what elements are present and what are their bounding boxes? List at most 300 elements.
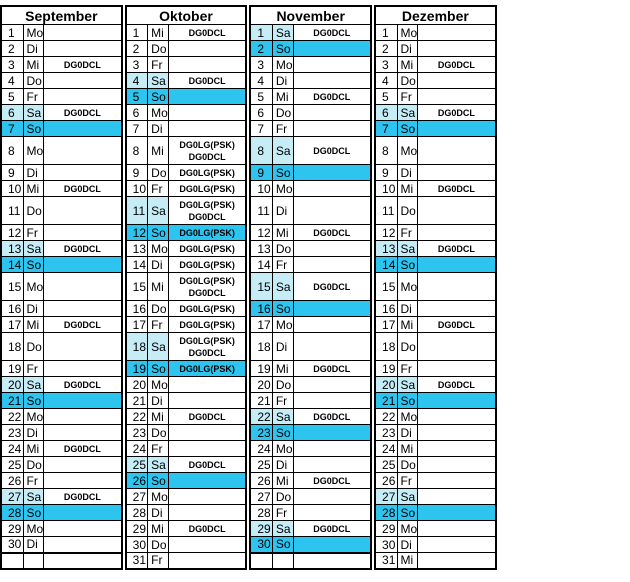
event-note [44, 425, 122, 441]
event-note [293, 333, 371, 361]
weekday: Do [397, 197, 418, 225]
day-number: 15 [375, 273, 397, 301]
weekday: Do [272, 377, 293, 393]
event-note: DG0DCL [44, 181, 122, 197]
event-note: DG0DCL [44, 317, 122, 333]
event-note: DG0DCL [293, 25, 371, 41]
event-note [418, 333, 496, 361]
event-note: DG0LG(PSK) [168, 165, 246, 181]
weekday: Sa [397, 241, 418, 257]
event-note: DG0LG(PSK) [168, 181, 246, 197]
calendar-row [1, 57, 496, 73]
weekday: Do [397, 73, 418, 89]
weekday: Mi [23, 181, 44, 197]
event-note [293, 181, 371, 197]
weekday: Mo [272, 317, 293, 333]
weekday: Fr [148, 57, 169, 73]
day-number: 15 [1, 273, 23, 301]
event-note [293, 317, 371, 333]
day-number: 9 [375, 165, 397, 181]
event-note [418, 273, 496, 301]
event-note [44, 473, 122, 489]
weekday: Mo [397, 409, 418, 425]
day-number: 5 [126, 89, 148, 105]
weekday: So [23, 121, 44, 137]
weekday: Do [397, 457, 418, 473]
weekday: Mo [397, 25, 418, 41]
weekday: Do [148, 301, 169, 317]
weekday: Mo [23, 409, 44, 425]
weekday: Di [397, 301, 418, 317]
day-number: 14 [1, 257, 23, 273]
day-number: 9 [250, 165, 272, 181]
event-note: DG0DCL [44, 241, 122, 257]
day-number: 6 [375, 105, 397, 121]
day-number: 8 [375, 137, 397, 165]
calendar-row [1, 41, 496, 57]
calendar-row [1, 317, 496, 333]
weekday: Fr [148, 181, 169, 197]
weekday: Mi [397, 317, 418, 333]
day-number: 8 [250, 137, 272, 165]
day-number: 4 [250, 73, 272, 89]
event-note [168, 489, 246, 505]
weekday: Sa [272, 521, 293, 537]
event-note [418, 73, 496, 89]
day-number: 16 [126, 301, 148, 317]
event-note [293, 165, 371, 181]
event-note [44, 197, 122, 225]
weekday: Mo [272, 441, 293, 457]
day-number: 20 [375, 377, 397, 393]
weekday: So [272, 425, 293, 441]
weekday: Di [23, 165, 44, 181]
day-number: 3 [126, 57, 148, 73]
day-number: 10 [375, 181, 397, 197]
day-number: 9 [1, 165, 23, 181]
weekday: Mi [272, 361, 293, 377]
event-note [293, 489, 371, 505]
event-note [418, 553, 496, 569]
day-number: 28 [250, 505, 272, 521]
event-note [293, 537, 371, 553]
event-note [168, 537, 246, 553]
event-note: DG0DCL [44, 105, 122, 121]
event-note [44, 521, 122, 537]
month-header-row [1, 6, 496, 25]
calendar-row [1, 393, 496, 409]
day-number: 12 [1, 225, 23, 241]
day-number: 31 [375, 553, 397, 569]
event-note [418, 121, 496, 137]
event-note: DG0DCL [418, 181, 496, 197]
event-note [168, 89, 246, 105]
day-number: 5 [250, 89, 272, 105]
weekday: So [397, 505, 418, 521]
event-note: DG0DCL [168, 521, 246, 537]
day-number: 4 [126, 73, 148, 89]
day-number: 14 [250, 257, 272, 273]
month-header: Oktober [126, 6, 247, 25]
calendar-row [1, 521, 496, 537]
event-note [293, 57, 371, 73]
weekday: Do [272, 489, 293, 505]
event-note [44, 257, 122, 273]
weekday: Mi [148, 137, 169, 165]
calendar-row [1, 137, 496, 165]
day-number: 16 [1, 301, 23, 317]
weekday: Di [148, 121, 169, 137]
event-note: DG0LG(PSK) [168, 301, 246, 317]
event-note [44, 225, 122, 241]
calendar-row [1, 537, 496, 553]
event-note [418, 225, 496, 241]
event-note: DG0DCL [293, 137, 371, 165]
day-number: 22 [1, 409, 23, 425]
day-number: 1 [1, 25, 23, 41]
weekday: Mo [23, 25, 44, 41]
event-note [168, 441, 246, 457]
weekday: Sa [397, 377, 418, 393]
weekday: Sa [397, 489, 418, 505]
day-number: 17 [250, 317, 272, 333]
event-note [418, 197, 496, 225]
event-note: DG0DCL [418, 105, 496, 121]
weekday: Fr [23, 225, 44, 241]
weekday: Do [272, 241, 293, 257]
day-number: 1 [126, 25, 148, 41]
weekday: Do [23, 73, 44, 89]
weekday: Fr [148, 553, 169, 569]
event-note [418, 257, 496, 273]
weekday: Mi [23, 57, 44, 73]
event-note [293, 441, 371, 457]
day-number: 3 [375, 57, 397, 73]
weekday: Mo [397, 137, 418, 165]
day-number: 20 [126, 377, 148, 393]
calendar-row [1, 361, 496, 377]
day-number: 29 [126, 521, 148, 537]
day-number: 16 [250, 301, 272, 317]
event-note [168, 41, 246, 57]
day-number: 7 [375, 121, 397, 137]
event-note [44, 505, 122, 521]
day-number: 28 [375, 505, 397, 521]
event-note [418, 521, 496, 537]
event-note [168, 57, 246, 73]
day-number: 6 [1, 105, 23, 121]
day-number: 25 [250, 457, 272, 473]
day-number: 27 [375, 489, 397, 505]
event-note: DG0DCL [44, 489, 122, 505]
event-note [44, 393, 122, 409]
weekday: So [272, 41, 293, 57]
day-number: 11 [250, 197, 272, 225]
event-note [418, 409, 496, 425]
weekday: Sa [272, 25, 293, 41]
day-number: 30 [126, 537, 148, 553]
month-header: November [250, 6, 371, 25]
weekday: Fr [397, 89, 418, 105]
day-number: 21 [1, 393, 23, 409]
weekday: So [23, 505, 44, 521]
weekday: Fr [397, 361, 418, 377]
weekday: Fr [272, 121, 293, 137]
weekday: Fr [272, 505, 293, 521]
event-note [293, 505, 371, 521]
event-note [293, 425, 371, 441]
weekday: Sa [148, 333, 169, 361]
day-number: 11 [375, 197, 397, 225]
weekday: Di [397, 537, 418, 553]
event-note: DG0DCL [418, 241, 496, 257]
day-number: 6 [126, 105, 148, 121]
event-note [418, 441, 496, 457]
day-number: 11 [126, 197, 148, 225]
day-number: 14 [375, 257, 397, 273]
event-note [44, 361, 122, 377]
day-number: 23 [126, 425, 148, 441]
weekday: Do [23, 333, 44, 361]
day-number: 27 [250, 489, 272, 505]
weekday: Sa [148, 73, 169, 89]
day-number: 12 [375, 225, 397, 241]
weekday: Mo [148, 241, 169, 257]
weekday: Do [148, 41, 169, 57]
day-number: 19 [126, 361, 148, 377]
day-number: 1 [375, 25, 397, 41]
calendar-row [1, 301, 496, 317]
day-number: 20 [1, 377, 23, 393]
event-note: DG0DCL [44, 57, 122, 73]
event-note [418, 489, 496, 505]
day-number: 25 [375, 457, 397, 473]
event-note [44, 537, 122, 553]
event-note [418, 361, 496, 377]
day-number: 17 [126, 317, 148, 333]
event-note: DG0LG(PSK) [168, 317, 246, 333]
calendar-row [1, 425, 496, 441]
weekday: Sa [23, 241, 44, 257]
day-number: 4 [375, 73, 397, 89]
weekday: Mi [397, 553, 418, 569]
day-number: 24 [250, 441, 272, 457]
day-number: 5 [375, 89, 397, 105]
weekday: Mo [148, 489, 169, 505]
event-note: DG0LG(PSK) [168, 257, 246, 273]
calendar-row [1, 505, 496, 521]
event-note [418, 537, 496, 553]
day-number: 1 [250, 25, 272, 41]
weekday: Mi [272, 473, 293, 489]
event-note [418, 457, 496, 473]
day-number: 2 [1, 41, 23, 57]
day-number: 22 [126, 409, 148, 425]
day-number: 27 [126, 489, 148, 505]
weekday: So [23, 257, 44, 273]
day-number: 3 [250, 57, 272, 73]
weekday: Sa [23, 105, 44, 121]
event-note: DG0DCL [44, 377, 122, 393]
event-note [293, 197, 371, 225]
weekday: Fr [23, 361, 44, 377]
weekday: Di [23, 301, 44, 317]
weekday: Di [272, 457, 293, 473]
event-note: DG0LG(PSK) DG0DCL [168, 137, 246, 165]
day-number: 29 [375, 521, 397, 537]
day-number: 24 [375, 441, 397, 457]
day-number: 19 [1, 361, 23, 377]
weekday: Fr [272, 257, 293, 273]
calendar-row [1, 225, 496, 241]
event-note [293, 41, 371, 57]
event-note [44, 301, 122, 317]
day-number: 15 [250, 273, 272, 301]
day-number: 22 [250, 409, 272, 425]
day-number: 18 [375, 333, 397, 361]
weekday: So [397, 257, 418, 273]
day-number: 13 [1, 241, 23, 257]
event-note: DG0DCL [293, 273, 371, 301]
weekday: Mi [148, 521, 169, 537]
day-number: 6 [250, 105, 272, 121]
event-note [168, 105, 246, 121]
event-note [168, 393, 246, 409]
weekday: Mi [23, 317, 44, 333]
weekday: So [397, 121, 418, 137]
day-number: 28 [1, 505, 23, 521]
weekday: Di [148, 257, 169, 273]
weekday: Sa [272, 137, 293, 165]
day-number: 23 [1, 425, 23, 441]
weekday: Sa [148, 197, 169, 225]
day-number: 13 [375, 241, 397, 257]
weekday: Di [23, 425, 44, 441]
day-number: 24 [126, 441, 148, 457]
event-note: DG0LG(PSK) DG0DCL [168, 273, 246, 301]
weekday: Di [272, 333, 293, 361]
weekday: Do [148, 425, 169, 441]
calendar-row [1, 121, 496, 137]
weekday: Di [23, 41, 44, 57]
calendar-row [1, 273, 496, 301]
weekday: Mi [23, 441, 44, 457]
weekday: Do [397, 333, 418, 361]
day-number: 7 [1, 121, 23, 137]
event-note [293, 457, 371, 473]
weekday: Do [272, 105, 293, 121]
calendar-row [1, 489, 496, 505]
day-number: 7 [250, 121, 272, 137]
weekday: Mi [397, 181, 418, 197]
day-number: 21 [375, 393, 397, 409]
weekday [23, 553, 44, 569]
day-number: 13 [250, 241, 272, 257]
day-number: 8 [126, 137, 148, 165]
weekday: Mo [23, 137, 44, 165]
day-number: 19 [375, 361, 397, 377]
day-number: 13 [126, 241, 148, 257]
event-note [44, 165, 122, 181]
day-number: 2 [250, 41, 272, 57]
day-number: 15 [126, 273, 148, 301]
day-number [1, 553, 23, 569]
event-note: DG0DCL [293, 521, 371, 537]
event-note: DG0DCL [168, 73, 246, 89]
event-note [293, 105, 371, 121]
weekday: Mi [272, 225, 293, 241]
day-number: 26 [1, 473, 23, 489]
weekday: Di [397, 41, 418, 57]
weekday: Fr [397, 225, 418, 241]
day-number: 12 [126, 225, 148, 241]
weekday: So [148, 361, 169, 377]
day-number: 30 [375, 537, 397, 553]
event-note: DG0DCL [168, 409, 246, 425]
weekday: Fr [272, 393, 293, 409]
weekday [272, 553, 293, 569]
day-number: 10 [126, 181, 148, 197]
weekday: So [397, 393, 418, 409]
event-note [293, 121, 371, 137]
event-note: DG0DCL [418, 377, 496, 393]
day-number: 23 [375, 425, 397, 441]
weekday: Mo [397, 273, 418, 301]
event-note: DG0DCL [44, 441, 122, 457]
day-number: 21 [250, 393, 272, 409]
weekday: Mo [272, 57, 293, 73]
day-number: 29 [1, 521, 23, 537]
calendar-table [0, 5, 497, 570]
day-number: 8 [1, 137, 23, 165]
event-note [44, 137, 122, 165]
event-note [418, 25, 496, 41]
weekday: Di [148, 393, 169, 409]
weekday: Di [397, 165, 418, 181]
weekday: Di [397, 425, 418, 441]
weekday: Di [148, 505, 169, 521]
weekday: So [272, 537, 293, 553]
weekday: Fr [148, 317, 169, 333]
day-number: 28 [126, 505, 148, 521]
day-number: 4 [1, 73, 23, 89]
month-header: Dezember [375, 6, 496, 25]
day-number: 17 [375, 317, 397, 333]
event-note [293, 241, 371, 257]
day-number: 26 [250, 473, 272, 489]
event-note [168, 473, 246, 489]
day-number: 18 [126, 333, 148, 361]
day-number: 21 [126, 393, 148, 409]
event-note: DG0LG(PSK) [168, 225, 246, 241]
event-note [44, 409, 122, 425]
event-note [293, 257, 371, 273]
calendar-row [1, 241, 496, 257]
day-number: 7 [126, 121, 148, 137]
day-number: 18 [250, 333, 272, 361]
calendar-row [1, 73, 496, 89]
weekday: Do [23, 197, 44, 225]
weekday: Fr [148, 441, 169, 457]
event-note: DG0LG(PSK) DG0DCL [168, 197, 246, 225]
day-number: 19 [250, 361, 272, 377]
calendar-row [1, 181, 496, 197]
day-number: 3 [1, 57, 23, 73]
day-number: 2 [126, 41, 148, 57]
event-note: DG0DCL [293, 89, 371, 105]
event-note [168, 553, 246, 569]
weekday: Do [23, 457, 44, 473]
